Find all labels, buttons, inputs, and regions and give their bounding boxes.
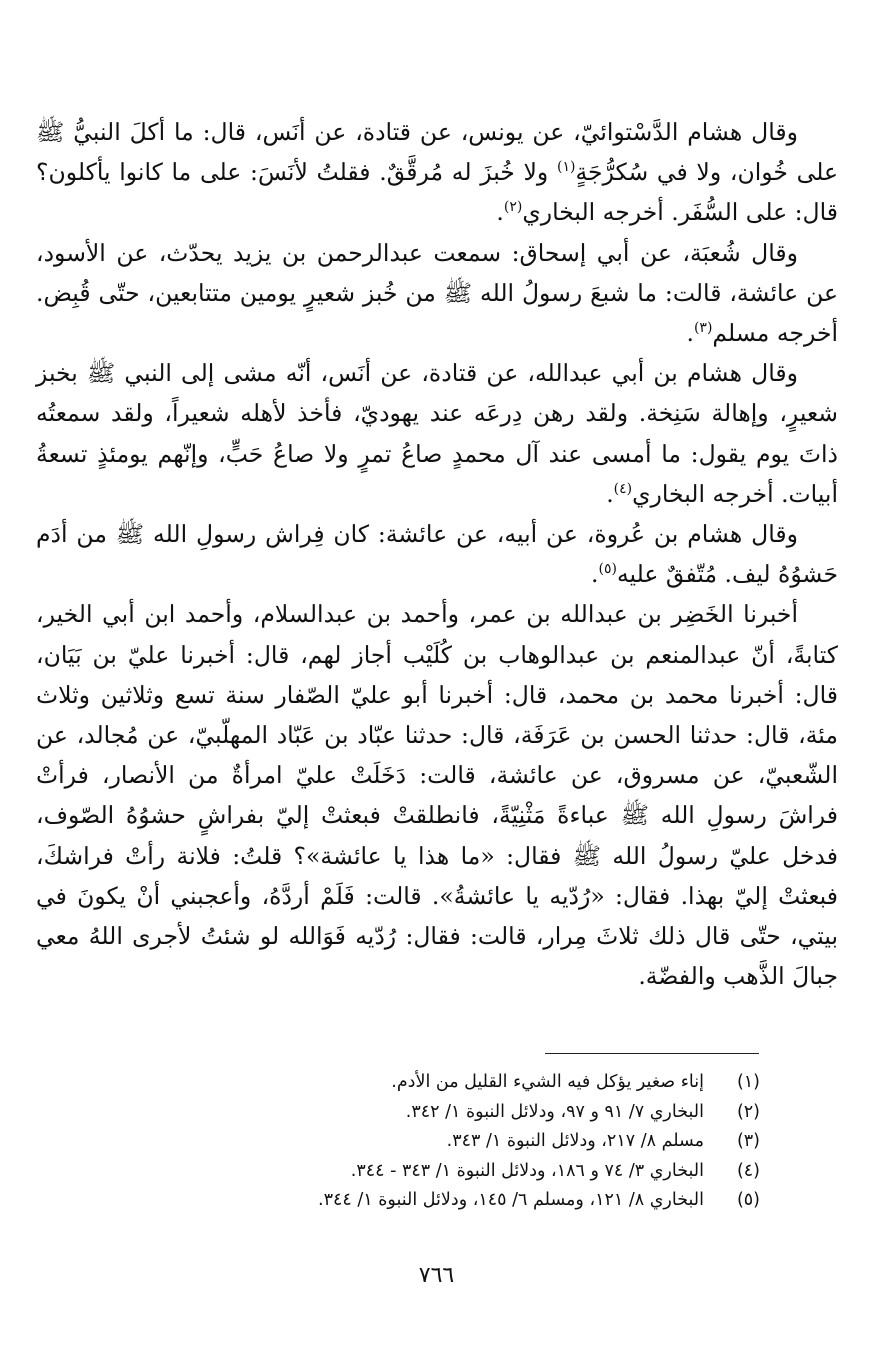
footnotes	[120, 1068, 760, 1216]
paragraph-2: وقال شُعبَة، عن أبي إسحاق: سمعت عبدالرحمن بن يزيد يحدّث، عن الأسود، عن عائشة، قالت: ما شبعَ رسولُ الله ﷺ من خُبز شعيرٍ يومين متتابعين، حتّى قُبِض. أخرجه مسلم$^{(٣)}$.	[36, 238, 838, 348]
footnote-5	[120, 1186, 760, 1216]
footnote-text: مسلم ٨/ ٢١٧، ودلائل النبوة ١/ ٣٤٣.	[446, 1131, 704, 1151]
footnote-4	[120, 1157, 760, 1187]
footnote-marker: (٤)	[613, 481, 633, 497]
footnote-text: البخاري ٣/ ٧٤ و ١٨٦، ودلائل النبوة ١/ ٣٤٣ - ٣٤٤.	[350, 1160, 704, 1181]
main-text	[36, 112, 838, 996]
footnote-3	[120, 1127, 760, 1157]
footnote-text: البخاري ٨/ ١٢١، ومسلم ٦/ ١٤٥، ودلائل النبوة ١/ ٣٤٤.	[318, 1190, 704, 1210]
paragraph-4: وقال هشام بن عُروة، عن أبيه، عن عائشة: كان فِراش رسولِ الله ﷺ من أدَم حَشوُهُ ليف. مُتّفقٌ عليه$^{(٥)}$.	[36, 520, 838, 589]
footnote-text: إناء صغير يؤكل فيه الشيء القليل من الأدم.	[391, 1072, 704, 1092]
footnote-number: (١)	[736, 1072, 760, 1092]
footnote-marker: (١)	[556, 159, 576, 176]
page-number: ٧٦٦	[418, 1263, 455, 1288]
paragraph-1: وقال هشام الدَّسْتوائيّ، عن يونس، عن قتادة، عن أنَس، قال: ما أكلَ النبيُّ ﷺ على خُوان، ولا في سُكرُّجَةٍ$^{(١)}$ ولا خُبزَ له مُرقَّقٌ. فقلتُ لأنَسَ: على ما كانوا يأكلون؟ قال: على السُّفَر. أخرجه البخاري$^{(٢)}$.	[36, 118, 839, 227]
footnote-marker: (٢)	[503, 199, 523, 216]
footnote-divider	[545, 1053, 759, 1054]
footnote-2	[120, 1098, 760, 1128]
footnote-1	[120, 1068, 760, 1098]
footnote-text: البخاري ٧/ ٩١ و ٩٧، ودلائل النبوة ١/ ٣٤٢.	[405, 1101, 704, 1122]
paragraph-5: أخبرنا الخَضِر بن عبدالله بن عمر، وأحمد بن عبدالسلام، وأحمد ابن أبي الخير، كتابةً، أنّ عبدالمنعم بن عبدالوهاب بن كُلَيْب أجاز لهم، قال: أخبرنا عليّ بن بَيَان، قال: أخبرنا محمد بن محمد، قال: أخبرنا أبو عليّ الصّفار سنة تسع وثلاثين وثلاث مئة، قال: حدثنا الحسن بن عَرَفَة، قال: حدثنا عبّاد بن عَبّاد المهلّبيّ، عن مُجالد، عن الشّعبيّ، عن مسروق، عن عائشة، قالت: دَخَلَتْ عليّ امرأةٌ من الأنصار، فرأتْ فراشَ رسولِ الله ﷺ عباءةً مَثْنِيّةً، فانطلقتْ فبعثتْ إليّ بفراشٍ حشوُهُ الصّوف، فدخل عليّ رسولُ الله ﷺ فقال: «ما هذا يا عائشة»؟ قلتُ: فلانة رأتْ فراشكَ، فبعثتْ إليّ بهذا. فقال: «رُدّيه يا عائشةُ». قالت: فَلَمْ أردَّهُ، وأعجبني أنْ يكونَ في بيتي، حتّى قال ذلك ثلاثَ مِرار، قالت: فقال: رُدّيه فَوَالله لو شئتُ لأجرى اللهُ معي جبالَ الذَّهب والفضّة.	[36, 600, 838, 991]
footnote-number: (٢)	[736, 1101, 760, 1122]
footnote-number: (٤)	[736, 1160, 760, 1181]
footnote-number: (٣)	[736, 1131, 760, 1151]
footnote-marker: (٣)	[693, 320, 713, 337]
footnote-number: (٥)	[736, 1190, 760, 1210]
footnote-marker: (٥)	[598, 561, 617, 578]
paragraph-3: وقال هشام بن أبي عبدالله، عن قتادة، عن أنَس، أنّه مشى إلى النبي ﷺ بخبز شعيرٍ، وإهالة سَنِخة. ولقد رهن دِرعَه عند يهوديّ، فأخذ لأهله شعيراً، ولقد سمعتُه ذاتَ يوم يقول: ما أمسى عند آل محمدٍ صاعُ تمرٍ ولا صاعُ حَبٍّ، وإنّهم يومئذٍ تسعةُ أبيات. أخرجه البخاري$^{(٤)}$.	[36, 359, 838, 508]
